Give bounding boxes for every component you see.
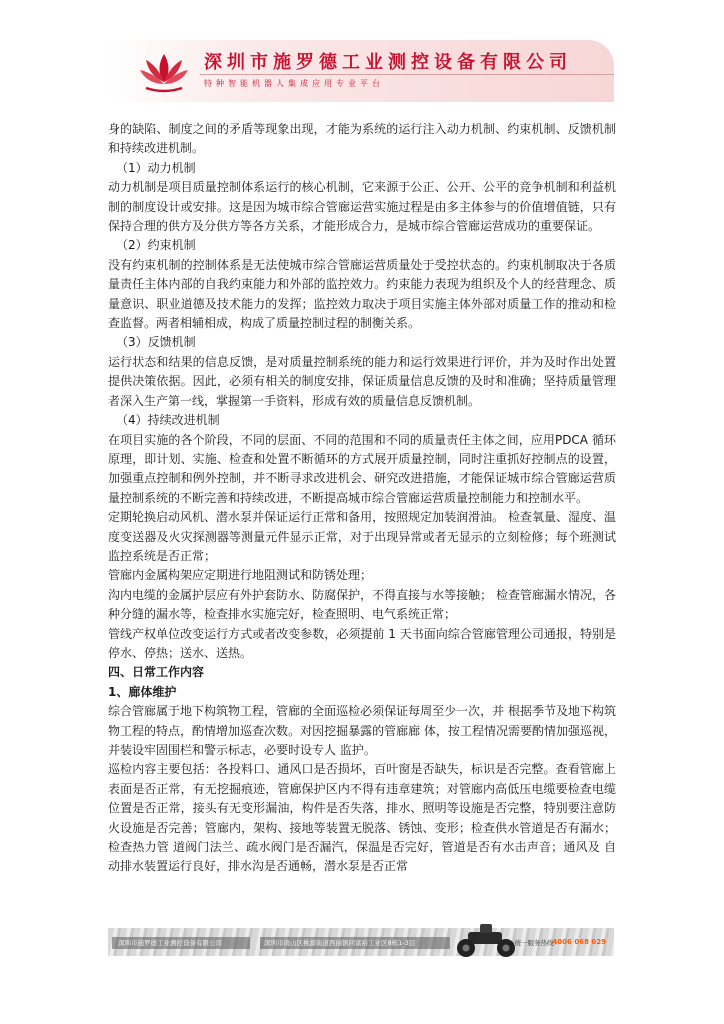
- page-footer: [108, 928, 614, 956]
- paragraph: 沟内电缆的金属护层应有外护套防水、防腐保护，不得直接与水等接触； 检查管廊漏水情况，各种分缝的漏水等，检查排水实施完好，检查照明、电气系统正常；: [108, 587, 616, 622]
- paragraph: 管廊内金属构架应定期进行地阻测试和防锈处理；: [108, 568, 373, 583]
- page-header: [108, 40, 614, 102]
- footer-phone: 4006 068 029: [552, 938, 606, 946]
- paragraph: 综合管廊属于地下构筑物工程，管廊的全面巡检必须保证每周至少一次，并 根据季节及地下构筑物工程的特点，酌情增加巡查次数。对因挖掘暴露的管廊廊 体，按工程情况需要酌情加强巡视，并装设牢固围栏和警示标志，必要时设专人 监护。: [108, 704, 616, 757]
- robot-icon: [454, 920, 518, 960]
- footer-company: 深圳市施罗德工业测控设备有限公司: [118, 939, 222, 947]
- footer-address: 深圳市南山区桃源街道西丽镇同富裕工业区8栋1-3层: [264, 939, 416, 947]
- paragraph: 身的缺陷、制度之间的矛盾等现象出现，才能为系统的运行注入动力机制、约束机制、反馈机制和持续改进机制。: [108, 122, 616, 156]
- paragraph: 在项目实施的各个阶段，不同的层面、不同的范围和不同的质量责任主体之间，应用PDCA 循环原理，即计划、实施、检查和处置不断循环的方式展开质量控制，同时注重抓好控制点的设置，加强重点控制和例外控制，并不断寻求改进机会、研究改进措施，才能保证城市综合管廊运营质量控制系统的不断完善和持续改进，不断提高城市综合管廊运营质量控制能力和控制水平。: [108, 432, 616, 505]
- section-heading: 四、日常工作内容: [108, 665, 205, 680]
- lotus-logo-icon: [138, 50, 190, 96]
- subheading: （2）约束机制: [116, 238, 196, 253]
- header-company-name: 深圳市施罗德工业测控设备有限公司: [204, 52, 572, 73]
- header-divider: [200, 74, 614, 75]
- paragraph: 没有约束机制的控制体系是无法使城市综合管廊运营质量处于受控状态的。约束机制取决于各质量责任主体内部的自我约束能力和外部的监控效力。约束能力表现为组织及个人的经营理念、质量意识、职业道德及技术能力的发挥；监控效力取决于项目实施主体外部对质量工作的推动和检查监督。两者相辅相成，构成了质量控制过程的制衡关系。: [108, 257, 616, 331]
- paragraph: 巡检内容主要包括：各投料口、通风口是否损坏，百叶窗是否缺失，标识是否完整。查看管廊上表面是否正常，有无挖掘痕迹，管廊保护区内不得有违章建筑；对管廊内高低压电缆要检查电缆位置是否正常，接头有无变形漏油，构件是否失落，排水、照明等设施是否完整，特别要注意防火设施是否完善；管廊内，架构、接地等装置无脱落、锈蚀、变形；检查供水管道是否有漏水；检查热力管 道阀门法兰、疏水阀门是否漏汽，保温是否完好，管道是否有水击声音；通风及 自动排水装置运行良好，排水沟是否通畅，潜水泵是否正常: [108, 762, 616, 874]
- paragraph: 动力机制是项目质量控制体系运行的核心机制，它来源于公正、公开、公平的竞争机制和利益机制的制度设计或安排。这是因为城市综合管廊运营实施过程是由多主体参与的价值增值链，只有保持合理的供方及分供方等各方关系，才能形成合力，是城市综合管廊运营成功的重要保证。: [108, 180, 616, 234]
- section-heading: 1、廊体维护: [108, 684, 177, 699]
- subheading: （4）持续改进机制: [116, 413, 220, 428]
- document-body: [108, 120, 616, 877]
- subheading: （1）动力机制: [116, 160, 196, 175]
- footer-hotline-label: 统一服务热线：: [514, 939, 560, 947]
- header-slogan: 特种智能机器人集成应用专业平台: [204, 79, 384, 88]
- paragraph: 管线产权单位改变运行方式或者改变参数，必须提前 1 天书面向综合管廊管理公司通报，特别是停水、停热；送水、送热。: [108, 626, 616, 660]
- paragraph: 定期轮换启动风机、潜水泵并保证运行正常和备用，按照规定加装润滑油。 检查氧量、湿度、温度变送器及火灾探测器等测量元件显示正常，对于出现异常或者无显示的立刻检修；每个班测试监控系统是否正常；: [108, 510, 616, 563]
- paragraph: 运行状态和结果的信息反馈，是对质量控制系统的能力和运行效果进行评价，并为及时作出处置提供决策依据。因此，必须有相关的制度安排，保证质量信息反馈的及时和准确；坚持质量管理者深入生产第一线，掌握第一手资料，形成有效的质量信息反馈机制。: [108, 354, 616, 408]
- subheading: （3）反馈机制: [116, 335, 196, 350]
